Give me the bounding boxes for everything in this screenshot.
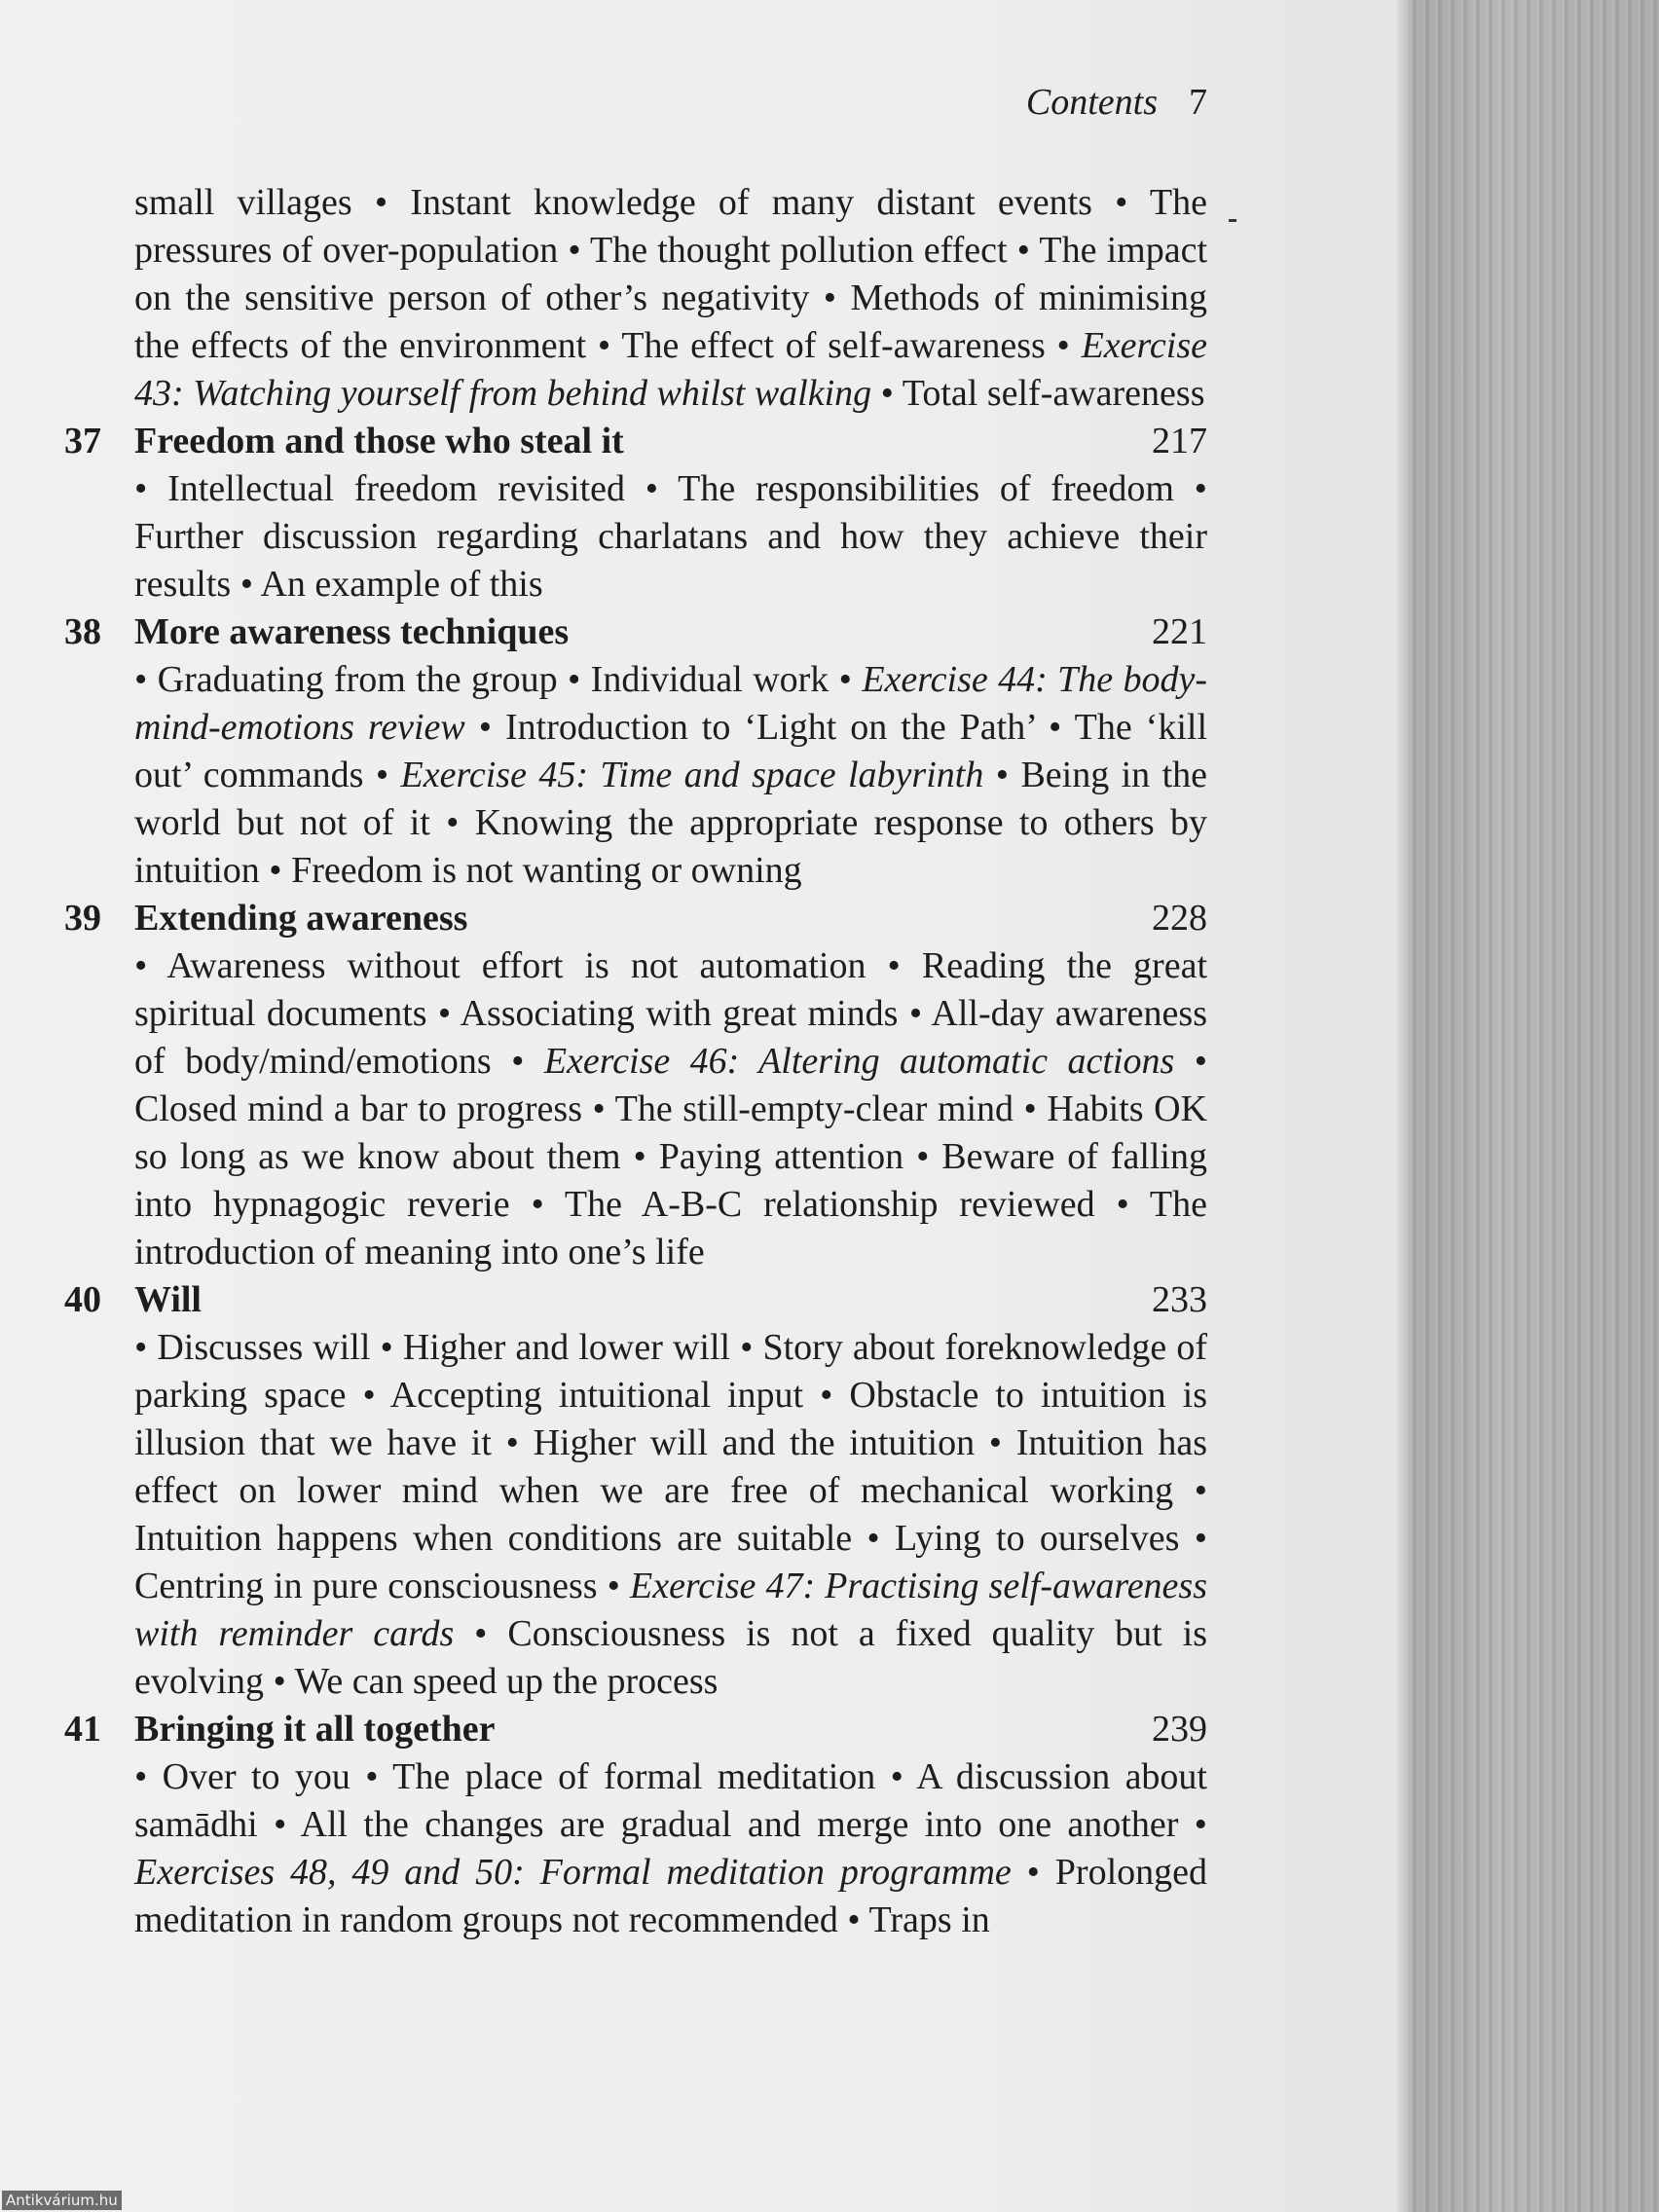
contents-list bbox=[64, 179, 1208, 1944]
chapter-page-number: 221 bbox=[1152, 611, 1207, 652]
watermark: Antikvárium.hu bbox=[2, 2191, 122, 2210]
chapter-title: Bringing it all together bbox=[134, 1709, 496, 1750]
page-fold bbox=[1397, 0, 1409, 2212]
chapter-heading bbox=[64, 895, 1207, 942]
chapter-number: 41 bbox=[64, 1709, 101, 1750]
exercise-title: Exercise 43: Watching yourself from behind whilst walking bbox=[134, 325, 1207, 414]
chapter-heading bbox=[64, 1276, 1207, 1324]
exercise-title: Exercise 45: Time and space labyrinth bbox=[400, 755, 984, 795]
chapter-entry bbox=[64, 1276, 1208, 1706]
topic-text: • Over to you • The place of formal meditation • A discussion about samādhi • All the changes are gradual and merge into one another • bbox=[134, 1756, 1207, 1845]
topic-text: small villages • Instant knowledge of many distant events • The pressures of over-population • The thought pollution effect • The impact on the sensitive person of other’s negativity • Methods of minimising the effects of the environment • The effect of self-awareness • bbox=[134, 182, 1207, 366]
topic-text: • Awareness without effort is not automation • Reading the great spiritual documents • Associating with great minds • All-day awareness of body/mind/emotions • bbox=[134, 945, 1207, 1082]
chapter-page-number: 217 bbox=[1152, 421, 1207, 461]
topic-text: • Graduating from the group • Individual work • bbox=[134, 659, 863, 700]
running-header bbox=[1003, 80, 1207, 125]
page-edge-shadow bbox=[1397, 0, 1659, 2212]
topic-text: • Closed mind a bar to progress • The still-empty-clear mind • Habits OK so long as we know about them • Paying attention • Beware of falling into hypnagogic reverie • The A-B-C relationship reviewed • The introduction of meaning into one’s life bbox=[134, 1041, 1207, 1272]
exercise-title: Exercise 46: Altering automatic actions bbox=[543, 1041, 1175, 1082]
topic-text: • Intellectual freedom revisited • The responsibilities of freedom • Further discussion regarding charlatans and how they achieve their results • An example of this bbox=[134, 468, 1207, 605]
chapter-title: More awareness techniques bbox=[134, 611, 570, 652]
chapter-number: 38 bbox=[64, 611, 101, 652]
chapter-number: 37 bbox=[64, 421, 101, 461]
topic-text: • Being in the world but not of it • Knowing the appropriate response to others by intuition • Freedom is not wanting or owning bbox=[134, 755, 1207, 891]
chapter-heading bbox=[64, 608, 1207, 656]
chapter-summary bbox=[134, 1753, 1207, 1944]
chapter-title: Extending awareness bbox=[134, 898, 468, 939]
exercise-title: Exercise 47: Practising self-awareness with reminder cards bbox=[134, 1566, 1208, 1654]
chapter-summary bbox=[134, 465, 1207, 608]
chapter-heading bbox=[64, 1706, 1207, 1753]
exercise-title: Exercise 44: The body-mind-emotions review bbox=[134, 659, 1208, 748]
exercise-title: Exercises 48, 49 and 50: Formal meditation programme bbox=[134, 1852, 1012, 1893]
chapter-entry bbox=[64, 1706, 1208, 1944]
header-page-number: 7 bbox=[1189, 82, 1207, 123]
topic-text: • Introduction to ‘Light on the Path’ • The ‘kill out’ commands • bbox=[134, 707, 1208, 795]
header-title: Contents bbox=[1025, 82, 1158, 123]
topic-text: • Consciousness is not a fixed quality but is evolving • We can speed up the process bbox=[134, 1613, 1207, 1702]
chapter-entries bbox=[64, 418, 1208, 1944]
chapter-entry bbox=[64, 418, 1207, 608]
topic-text: • Prolonged meditation in random groups not recommended • Traps in bbox=[134, 1852, 1208, 1940]
chapter-entry bbox=[64, 608, 1208, 895]
chapter-page-number: 233 bbox=[1152, 1279, 1207, 1320]
chapter-title: Will bbox=[134, 1279, 202, 1320]
print-speck bbox=[1229, 219, 1236, 222]
topic-text: • Total self-awareness bbox=[871, 373, 1205, 414]
intro-paragraph bbox=[134, 179, 1207, 418]
chapter-page-number: 228 bbox=[1152, 898, 1207, 939]
chapter-summary bbox=[134, 942, 1207, 1276]
chapter-heading bbox=[64, 418, 1207, 465]
topic-text: • Discusses will • Higher and lower will • Story about foreknowledge of parking space • Accepting intuitional input • Obstacle to intuition is illusion that we have it • Higher will and the intuition • Intuition has effect on lower mind when we are free of mechanical working • Intuition happens when conditions are suitable • Lying to ourselves • Centring in pure consciousness • bbox=[134, 1327, 1207, 1606]
chapter-summary bbox=[134, 1324, 1207, 1706]
chapter-title: Freedom and those who steal it bbox=[134, 421, 624, 461]
chapter-entry bbox=[64, 895, 1207, 1276]
chapter-summary bbox=[134, 656, 1207, 895]
chapter-number: 40 bbox=[64, 1279, 101, 1320]
chapter-page-number: 239 bbox=[1152, 1709, 1207, 1750]
chapter-number: 39 bbox=[64, 898, 101, 939]
